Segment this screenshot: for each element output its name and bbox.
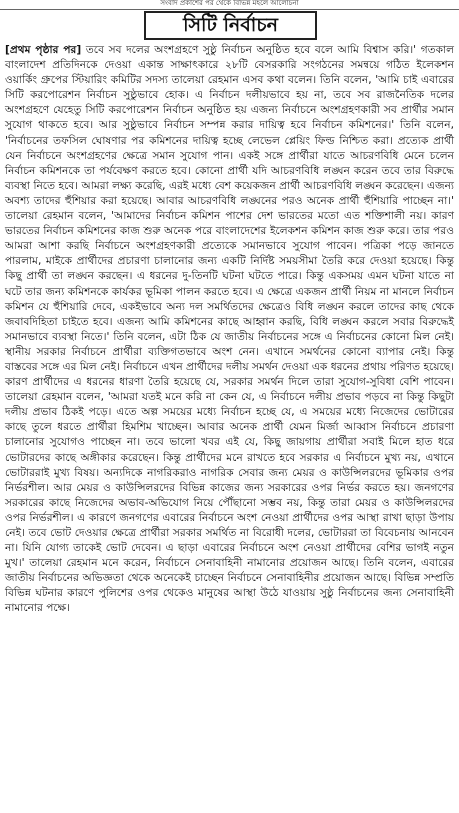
article-paragraph xyxy=(5,43,454,617)
cut-off-header-strip: সংবাদ প্রকাশের পর থেকে বিভিন্ন মহলে আলোচনা xyxy=(0,0,459,10)
article-body xyxy=(5,43,454,617)
continuation-label: [প্রথম পৃষ্ঠার পর] xyxy=(5,44,82,56)
article-text: তবে সব দলের অংশগ্রহণে সুষ্ঠু নির্বাচন অনুষ্ঠিত হবে বলে আমি বিশ্বাস করি।' গতকাল বাংলাদেশ প্রতিদিনকে দেওয়া একান্ত সাক্ষাৎকারে ২৮টি বেসরকারি সংগঠনের সমন্বয়ে গঠিত ইলেকশন ওয়ার্কিং গ্রুপের স্টিয়ারিং কমিটির সদস্য তালেয়া রেহমান এসব কথা বলেন। তিনি বলেন, 'আমি চাই এবারের সিটি করপোরেশন নির্বাচন সুষ্ঠুভাবে হোক। এ নির্বাচন দলীয়ভাবে হয় না, তবে সব রাজনৈতিক দলের অংশগ্রহণে যেহেতু সিটি করপোরেশন নির্বাচন অনুষ্ঠিত হয় এজন্য নির্বাচনে অংশগ্রহণকারী সব প্রার্থীর সমান সুযোগ থাকতে হবে। আর সুষ্ঠুভাবে নির্বাচন সম্পন্ন করার দায়িত্ব হবে নির্বাচন কমিশনের।' তিনি বলেন, 'নির্বাচনের তফসিল ঘোষণার পর কমিশনের দায়িত্ব হচ্ছে লেভেল প্লেয়িং ফিল্ড নিশ্চিত করা। প্রত্যেক প্রার্থী যেন নির্বাচনে অংশগ্রহণের ক্ষেত্রে সমান সুযোগ পান। একই সঙ্গে প্রার্থীরা যাতে আচরণবিধি মেনে চলেন নির্বাচন কমিশনকে তা পর্যবেক্ষণ করতে হবে। কোনো প্রার্থী যদি আচরণবিধি লঙ্ঘন করেন তবে তার বিরুদ্ধে ব্যবস্থা নিতে হবে। আমরা লক্ষ্য করেছি, এরই মধ্যে বেশ কয়েকজন প্রার্থী আচরণবিধি লঙ্ঘন করেছেন। এজন্য অবশ্য তাদের হুঁশিয়ার করা হয়েছে। আবার আচরণবিধি লঙ্ঘনের পরও অনেক প্রার্থী হুঁশিয়ারি পাচ্ছেন না।' তালেয়া রেহমান বলেন, 'আমাদের নির্বাচন কমিশন পাশের দেশ ভারতের মতো এত শক্তিশালী নয়। কারণ ভারতের নির্বাচন কমিশনের কাজ শুরু অনেক পরে বাংলাদেশের ইলেকশন কমিশন কাজ শুরু করে। তার পরও আমরা আশা করছি নির্বাচনে অংশগ্রহণকারী প্রত্যেকে সমানভাবে সুযোগ পাবেন। পত্রিকা পড়ে জানতে পারলাম, মাইকে প্রার্থীদের প্রচারণা চালানোর জন্য একটি নির্দিষ্ট সময়সীমা তৈরি করে দেওয়া হয়েছে। কিন্তু কিছু প্রার্থী তা লঙ্ঘন করছেন। এ ধরনের দু-তিনটি ঘটনা ঘটতে পারে। কিন্তু একসময় এমন ঘটনা যাতে না ঘটে তার জন্য কমিশনকে কার্যকর ভূমিকা পালন করতে হবে। এ ক্ষেত্রে একজন প্রার্থী নিয়ম না মানলে নির্বাচন কমিশন যে হুঁশিয়ারি দেবে, একইভাবে অন্য দল সমর্থিতদের ক্ষেত্রেও বিধি লঙ্ঘন করলে তাদের কাছ থেকে জবাবদিহিতা চাইতে হবে। এজন্য আমি কমিশনের কাছে আহ্বান করছি, বিধি লঙ্ঘন করলে সবার বিরুদ্ধেই সমানভাবে ব্যবস্থা নিতে।' তিনি বলেন, এটা ঠিক যে জাতীয় নির্বাচনের সঙ্গে এ নির্বাচনের কোনো মিল নেই। স্থানীয় সরকার নির্বাচনে প্রার্থীরা ব্যক্তিগতভাবে অংশ নেন। এখানে সমর্থনের কোনো ব্যাপার নেই। কিন্তু বাস্তবের সঙ্গে এর মিল নেই। নির্বাচনে এখন প্রার্থীদের দলীয় সমর্থন দেওয়া এক ধরনের প্রথায় পরিণত হয়েছে। কারণ প্রার্থীদের এ ধরনের ধারণা তৈরি হয়েছে যে, সরকার সমর্থন দিলে তারা সুযোগ-সুবিধা বেশি পাবেন। তালেয়া রেহমান বলেন, 'আমরা যতই মনে করি না কেন যে, এ নির্বাচনে দলীয় প্রভাব পড়বে না কিন্তু কিছুটা দলীয় প্রভাব ঠিকই পড়ে। এতে অল্প সময়ের মধ্যে নির্বাচন হচ্ছে যে, এ সময়ের মধ্যে নিজেদের ভোটারের কাছে তুলে ধরতে প্রার্থীরা হিমশিম খাচ্ছেন। আবার অনেক প্রার্থী যেমন মির্জা আব্বাস নির্বাচনে প্রচারণা চালানোর সুযোগও পাচ্ছেন না। তবে ভালো খবর এই যে, কিছু জায়গায় প্রার্থীরা সবাই মিলে হাত ধরে ভোটারদের কাছে অঙ্গীকার করেছেন। কিন্তু প্রার্থীদের মনে রাখতে হবে সরকার এ নির্বাচনে মুখ্য নয়, এখানে ভোটাররাই মুখ্য বিষয়। অন্যদিকে নাগরিকরাও নাগরিক সেবার জন্য মেয়র ও কাউন্সিলরদের ভূমিকার ওপর নির্ভরশীল। আর মেয়র ও কাউন্সিলরদের বিভিন্ন কাজের জন্য সরকারের ওপর নির্ভর করতে হয়। জনগণের সরকারের কাছে নিজেদের অভাব-অভিযোগ নিয়ে পৌঁছানো সম্ভব নয়, কিন্তু তারা মেয়র ও কাউন্সিলরদের ওপর নির্ভরশীল। এ কারণে জনগণের এবারের নির্বাচনে অংশ নেওয়া প্রার্থীদের ওপর আস্থা রাখা ছাড়া উপায় নেই। তবে ভোট দেওয়ার ক্ষেত্রে প্রার্থীরা সরকার সমর্থিত না বিরোধী দলের, ভোটাররা তা বিবেচনায় আনবেন না। যিনি যোগ্য তাকেই ভোট দেবেন। এ ছাড়া এবারের নির্বাচনে অংশ নেওয়া প্রার্থীদের বেশির ভাগই নতুন মুখ।' তালেয়া রেহমান মনে করেন, নির্বাচনে সেনাবাহিনী নামানোর প্রয়োজন আছে। তিনি বলেন, এবারের জাতীয় নির্বাচনের অভিজ্ঞতা থেকে অনেকেই চাচ্ছেন নির্বাচনে সেনাবাহিনীর প্রয়োজন আছে। বিভিন্ন সম্প্রতি বিভিন্ন ঘটনার কারণে পুলিশের ওপর থেকেও মানুষের আস্থা উঠে যাওয়ায় সুষ্ঠু নির্বাচনের জন্য সেনাবাহিনী নামানোর পক্ষে। xyxy=(5,44,454,615)
headline: সিটি নির্বাচন xyxy=(183,14,278,36)
headline-box xyxy=(144,11,317,40)
